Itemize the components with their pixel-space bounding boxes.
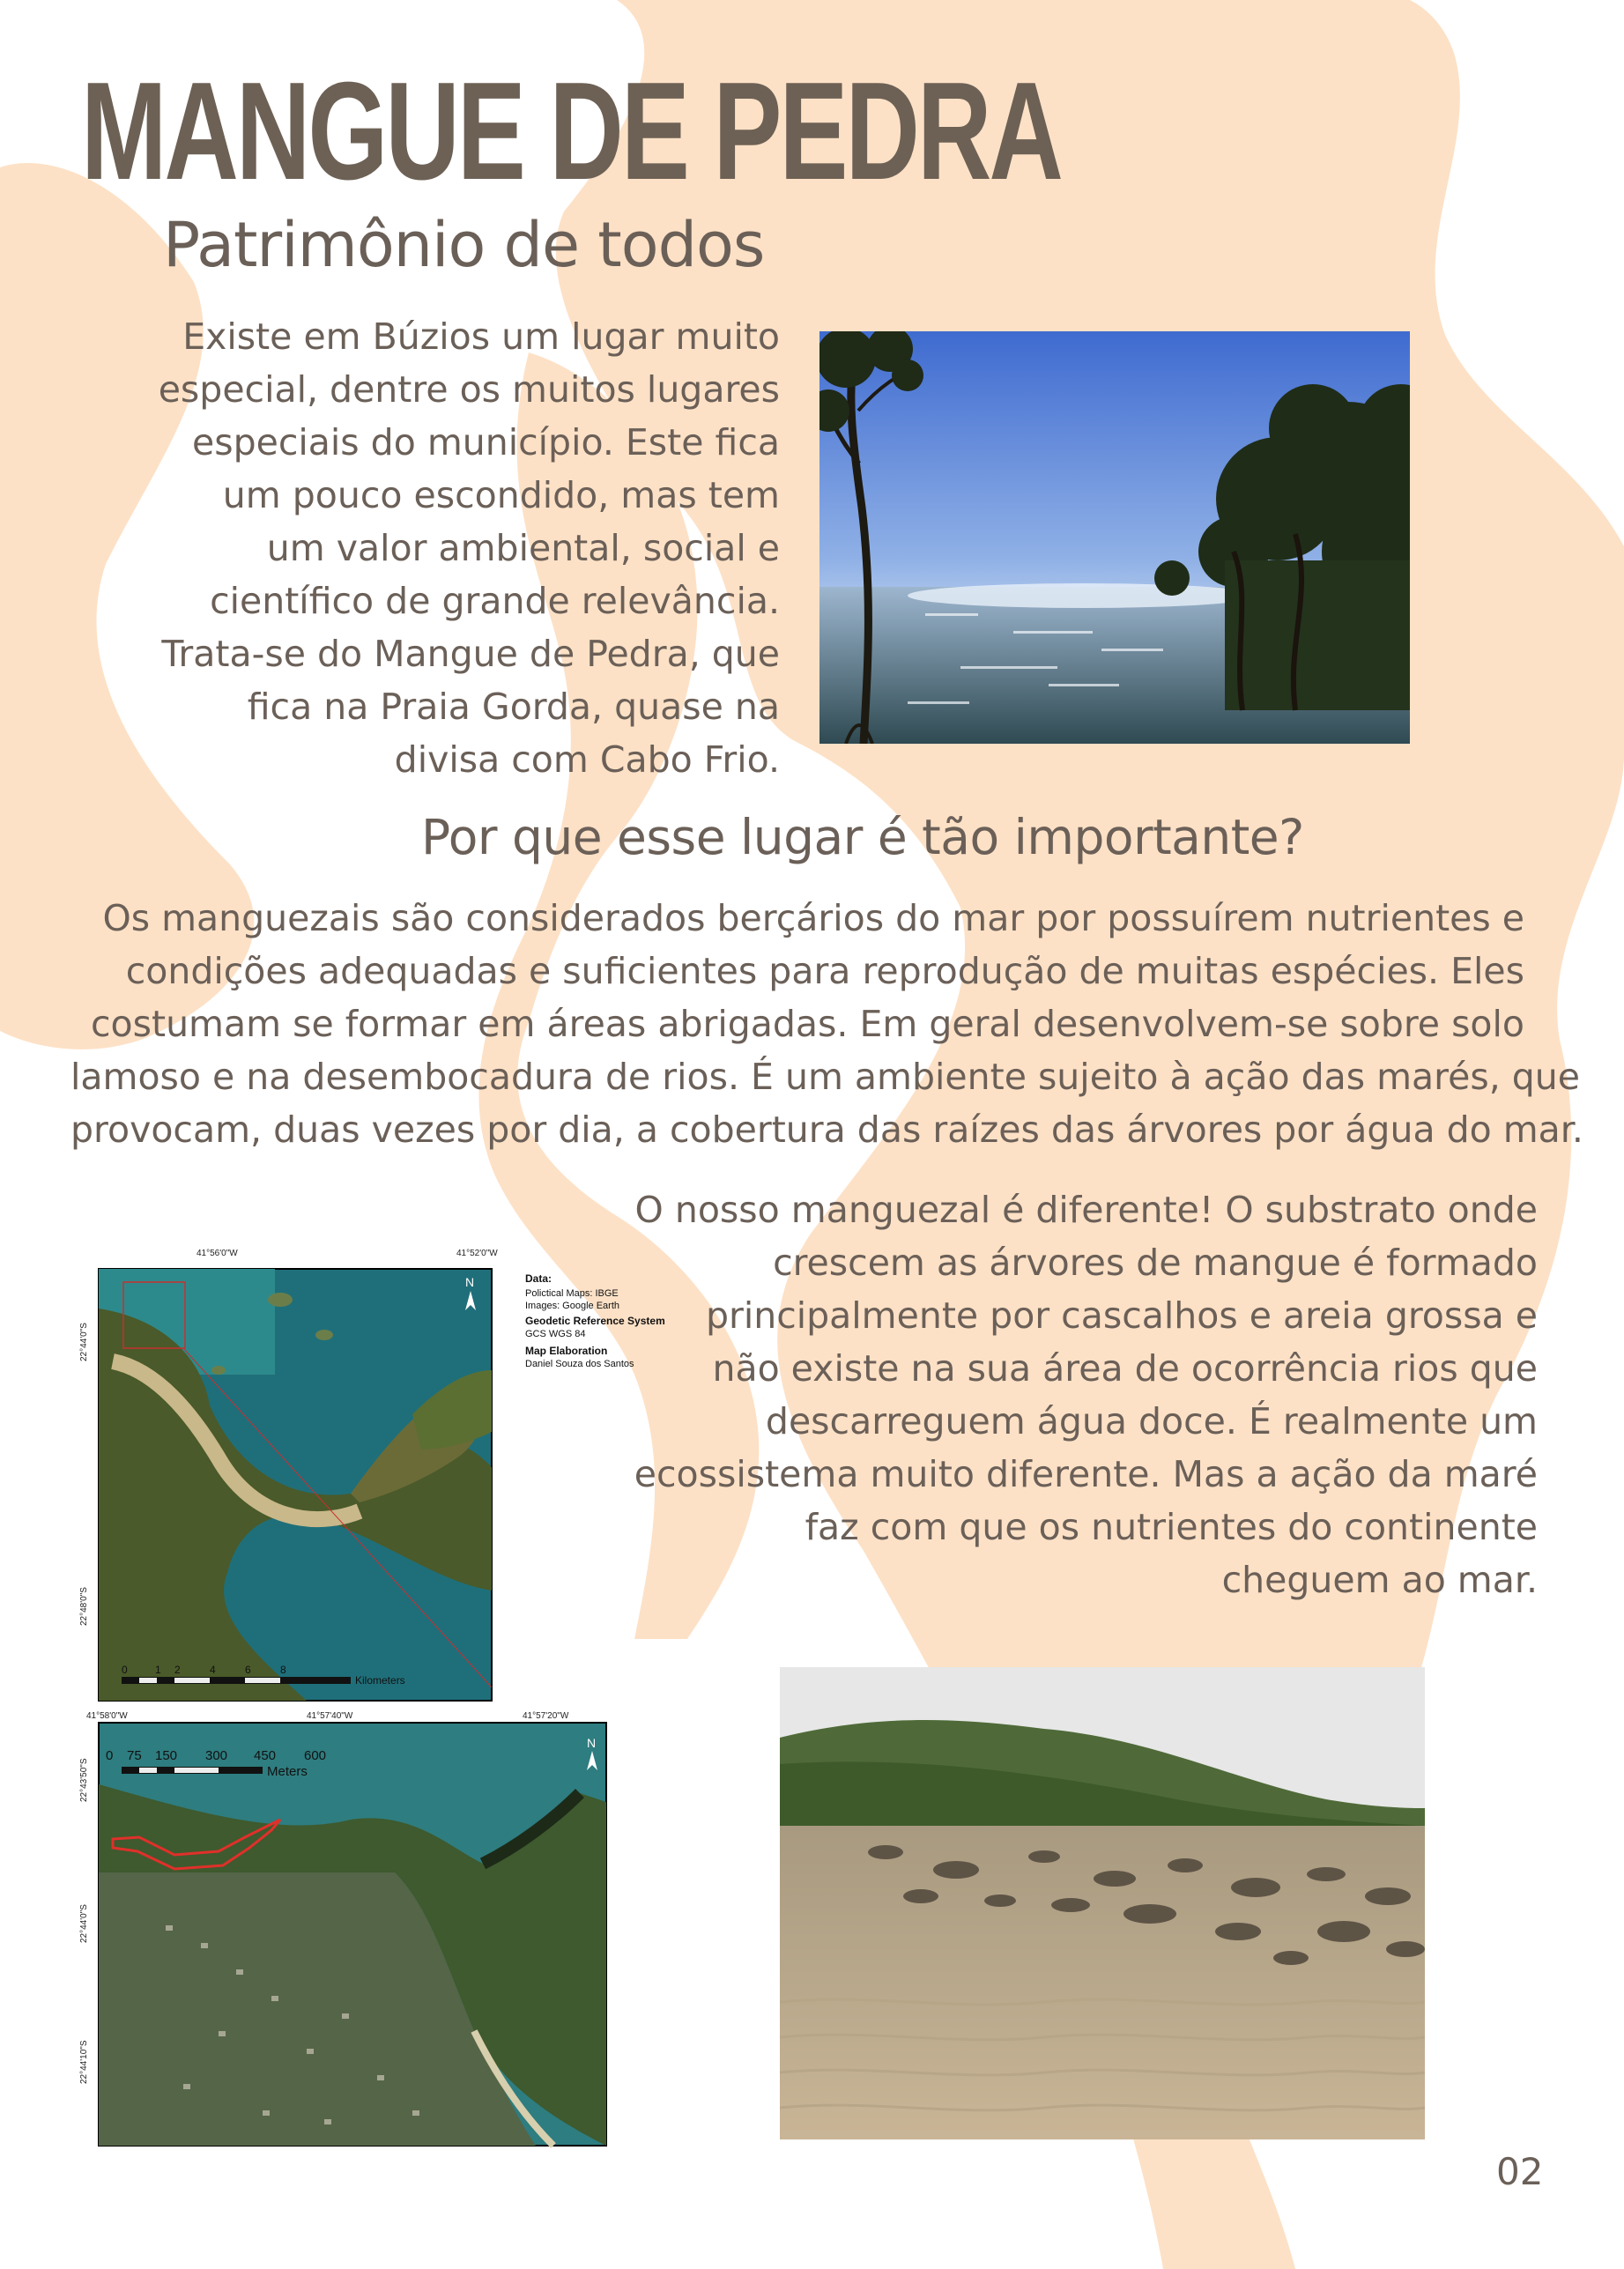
- intro-line: um pouco escondido, mas tem: [222, 474, 780, 516]
- body2-line: principalmente por cascalhos e areia grossa e: [705, 1294, 1538, 1337]
- body-line: Os manguezais são considerados berçários do mar por possuírem nutrientes e: [102, 897, 1524, 939]
- map-lat-label: 22°44'10"S: [79, 2040, 89, 2084]
- scale-m-unit: Meters: [267, 1764, 308, 1779]
- north-label: N: [587, 1736, 597, 1750]
- north-label: N: [465, 1275, 475, 1289]
- map-lat-label: 22°44'0"S: [79, 1323, 89, 1361]
- scale-km-tick: 8: [280, 1664, 286, 1676]
- map-lat-label: 22°48'0"S: [79, 1587, 89, 1626]
- section-heading: Por que esse lugar é tão importante?: [421, 809, 1304, 865]
- legend-geodetic-title: Geodetic Reference System: [525, 1315, 665, 1327]
- body2-line: O nosso manguezal é diferente! O substrato onde: [634, 1189, 1538, 1231]
- location-map-figure: [60, 1238, 694, 2150]
- body-line: provocam, duas vezes por dia, a cobertura das raízes das árvores por água do mar.: [70, 1109, 1583, 1151]
- overview-map: [79, 1249, 498, 1701]
- page-subtitle: Patrimônio de todos: [163, 209, 765, 281]
- map-lon-label: 41°52'0"W: [456, 1249, 498, 1258]
- legend-data-title: Data:: [525, 1272, 552, 1285]
- scale-km-tick: 0: [122, 1664, 128, 1676]
- map-lat-label: 22°44'0"S: [79, 1904, 89, 1943]
- legend-data-line: Polictical Maps: IBGE: [525, 1288, 619, 1299]
- scale-km-tick: 2: [174, 1664, 181, 1676]
- intro-line: um valor ambiental, social e: [266, 527, 780, 569]
- map-lon-label: 41°56'0"W: [197, 1249, 238, 1258]
- page-title: MANGUE DE PEDRA: [81, 54, 1061, 209]
- body2-line: cheguem ao mar.: [1221, 1559, 1538, 1601]
- body-line: costumam se formar em áreas abrigadas. Em geral desenvolvem-se sobre solo: [91, 1003, 1524, 1045]
- stone-mangrove-illustration: [780, 1667, 1425, 2139]
- legend-data-line: Images: Google Earth: [525, 1301, 620, 1311]
- scale-km-tick: 1: [155, 1664, 161, 1676]
- body2-line: descarreguem água doce. É realmente um: [765, 1400, 1538, 1442]
- map-lon-label: 41°57'20"W: [523, 1711, 569, 1721]
- intro-line: divisa com Cabo Frio.: [394, 738, 780, 781]
- scale-m-tick: 300: [205, 1748, 228, 1763]
- legend-geodetic-value: GCS WGS 84: [525, 1329, 586, 1339]
- intro-line: fica na Praia Gorda, quase na: [247, 686, 780, 728]
- intro-paragraph: [132, 310, 780, 786]
- intro-line: especiais do município. Este fica: [192, 421, 780, 463]
- body2-line: ecossistema muito diferente. Mas a ação da maré: [634, 1453, 1538, 1495]
- intro-line: Existe em Búzios um lugar muito: [182, 315, 780, 358]
- scale-m-tick: 600: [304, 1748, 327, 1763]
- scale-m-tick: 150: [155, 1748, 178, 1763]
- intro-line: especial, dentre os muitos lugares: [158, 368, 780, 411]
- legend-elab-value: Daniel Souza dos Santos: [525, 1359, 634, 1369]
- map-lon-label: 41°57'40"W: [307, 1711, 353, 1721]
- scale-m-tick: 0: [106, 1748, 114, 1763]
- intro-line: científico de grande relevância.: [210, 580, 780, 622]
- page-number: 02: [1496, 2150, 1544, 2193]
- body-line: condições adequadas e suficientes para reprodução de muitas espécies. Eles: [125, 950, 1524, 992]
- map-lon-label: 41°58'0"W: [86, 1711, 128, 1721]
- body-line: lamoso e na desembocadura de rios. É um ambiente sujeito à ação das marés, que: [70, 1056, 1581, 1098]
- body2-line: não existe na sua área de ocorrência rios que: [712, 1347, 1538, 1390]
- body-paragraph: [70, 892, 1583, 1156]
- stone-mangrove-photo: [780, 1667, 1425, 2139]
- scale-km-tick: 6: [245, 1664, 251, 1676]
- scale-km-unit: Kilometers: [355, 1674, 405, 1687]
- mangrove-sea-photo: [819, 331, 1410, 744]
- legend-elab-title: Map Elaboration: [525, 1345, 608, 1357]
- body2-paragraph: [617, 1183, 1538, 1606]
- body2-line: faz com que os nutrientes do continente: [805, 1506, 1538, 1548]
- map-lat-label: 22°43'50"S: [79, 1758, 89, 1802]
- scale-m-tick: 75: [127, 1748, 142, 1763]
- detail-map: [79, 1711, 606, 2146]
- intro-line: Trata-se do Mangue de Pedra, que: [161, 633, 780, 675]
- scale-m-tick: 450: [254, 1748, 277, 1763]
- mangrove-sea-illustration: [819, 331, 1410, 744]
- body2-line: crescem as árvores de mangue é formado: [773, 1242, 1538, 1284]
- scale-km-tick: 4: [210, 1664, 216, 1676]
- map-legend: [525, 1272, 665, 1369]
